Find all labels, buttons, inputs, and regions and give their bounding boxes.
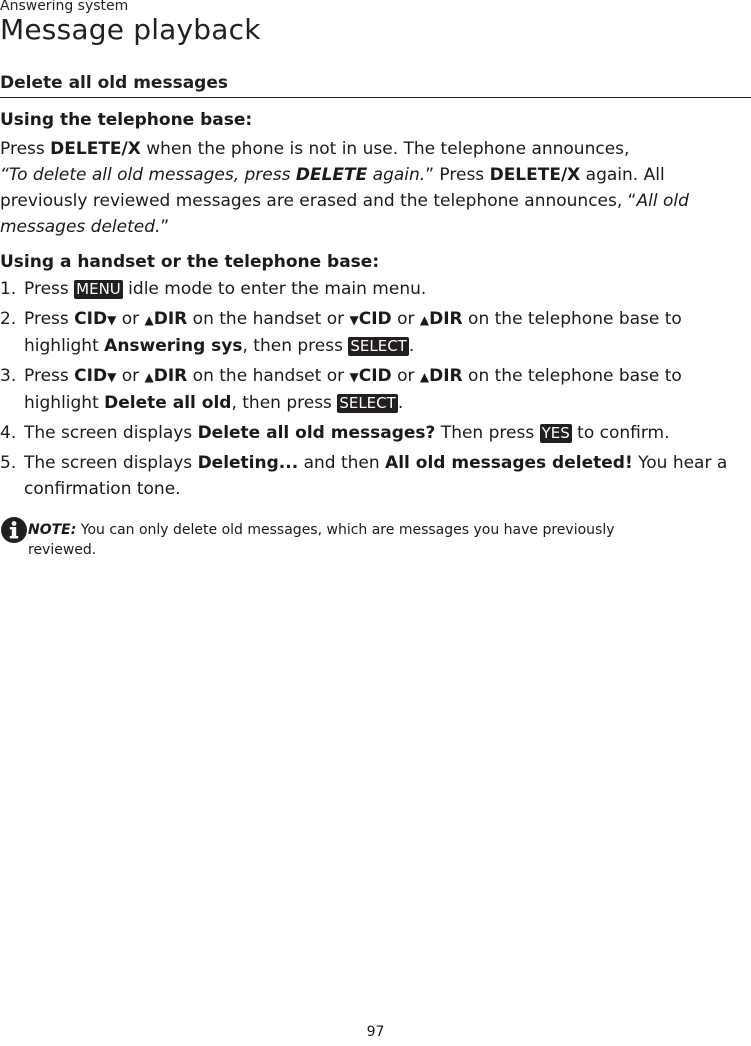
note-label: NOTE: xyxy=(28,522,77,538)
step-4 xyxy=(0,420,751,446)
up-arrow-icon: ▲ xyxy=(144,313,154,327)
text: The screen displays xyxy=(24,453,198,473)
page-content xyxy=(0,70,751,560)
select-key: SELECT xyxy=(350,337,407,355)
announcement-text-2: again. xyxy=(367,165,426,185)
yes-key: YES xyxy=(541,424,570,442)
menu-option: Delete all old xyxy=(104,393,232,413)
step-3 xyxy=(0,363,751,416)
down-arrow-icon: ▼ xyxy=(107,370,117,384)
down-arrow-icon: ▼ xyxy=(349,370,359,384)
info-icon xyxy=(0,516,28,544)
delete-key-text: DELETE/X xyxy=(50,139,141,159)
note-box xyxy=(0,520,628,560)
cid-key-text: CID xyxy=(74,309,108,329)
text: again. All previously reviewed messages are erased and the telephone announces, “ xyxy=(0,165,665,211)
quote-close-2: ” xyxy=(160,217,170,237)
announcement-text-3: All old messages deleted. xyxy=(0,191,689,237)
text: Press xyxy=(434,165,490,185)
announcement-delete: DELETE xyxy=(295,165,368,185)
cid-key-text: CID xyxy=(358,309,392,329)
page-number: 97 xyxy=(366,1024,385,1040)
steps-list xyxy=(0,276,751,502)
screen-message-2: All old messages deleted! xyxy=(385,453,633,473)
text: or xyxy=(391,309,420,329)
up-arrow-icon: ▲ xyxy=(419,313,430,327)
delete-key-text-2: DELETE/X xyxy=(489,165,581,185)
text: Then press xyxy=(435,423,540,443)
announcement-text: To delete all old messages, press xyxy=(8,165,296,185)
step-number: 1. xyxy=(0,279,17,299)
text: Press xyxy=(24,366,75,386)
text: or xyxy=(116,309,145,329)
text: , then press xyxy=(242,336,349,356)
text: on the handset or xyxy=(187,309,350,329)
section-label: Answering system xyxy=(0,0,129,14)
text: . xyxy=(408,336,415,356)
quote-open: “ xyxy=(0,165,9,185)
text: on the telephone base to highlight xyxy=(24,366,682,413)
step-number: 5. xyxy=(0,453,17,473)
screen-message: Deleting... xyxy=(197,453,299,473)
cid-key-text: CID xyxy=(358,366,392,386)
text: on the handset or xyxy=(187,366,350,386)
handset-heading: Using a handset or the telephone base: xyxy=(0,252,380,272)
screen-message: Delete all old messages? xyxy=(197,423,436,443)
quote-close: ” xyxy=(425,165,435,185)
dir-key-text: DIR xyxy=(153,366,188,386)
text: and then xyxy=(298,453,386,473)
dir-key-text: DIR xyxy=(153,309,188,329)
page-header xyxy=(0,0,751,47)
up-arrow-icon: ▲ xyxy=(419,370,430,384)
select-key: SELECT xyxy=(339,394,396,412)
down-arrow-icon: ▼ xyxy=(349,313,359,327)
menu-option: Answering sys xyxy=(104,336,243,356)
step-number: 3. xyxy=(0,366,17,386)
menu-key: MENU xyxy=(76,280,121,298)
text: Press xyxy=(24,309,75,329)
step-2 xyxy=(0,306,751,359)
step-1 xyxy=(0,276,751,302)
text: . xyxy=(397,393,404,413)
text: Press xyxy=(0,139,51,159)
down-arrow-icon: ▼ xyxy=(107,313,117,327)
step-5 xyxy=(0,450,751,502)
text: when the phone is not in use. The telephone announces, xyxy=(140,139,630,159)
subsection-title: Delete all old messages xyxy=(0,70,751,98)
text: on the telephone base to highlight xyxy=(24,309,682,356)
dir-key-text: DIR xyxy=(429,366,463,386)
text: to confirm. xyxy=(571,423,670,443)
text: or xyxy=(391,366,420,386)
text: idle mode to enter the main menu. xyxy=(122,279,427,299)
text: The screen displays xyxy=(24,423,198,443)
text: Press xyxy=(24,279,75,299)
text: or xyxy=(116,366,145,386)
cid-key-text: CID xyxy=(74,366,108,386)
step-number: 4. xyxy=(0,423,17,443)
page-title: Message playback xyxy=(0,13,261,46)
note-text: You can only delete old messages, which are messages you have previously reviewed. xyxy=(28,522,615,558)
text: , then press xyxy=(231,393,338,413)
base-heading: Using the telephone base: xyxy=(0,110,253,130)
up-arrow-icon: ▲ xyxy=(144,370,154,384)
text: You hear a confirmation tone. xyxy=(24,453,728,499)
step-number: 2. xyxy=(0,309,17,329)
base-paragraph xyxy=(0,136,751,240)
dir-key-text: DIR xyxy=(429,309,463,329)
